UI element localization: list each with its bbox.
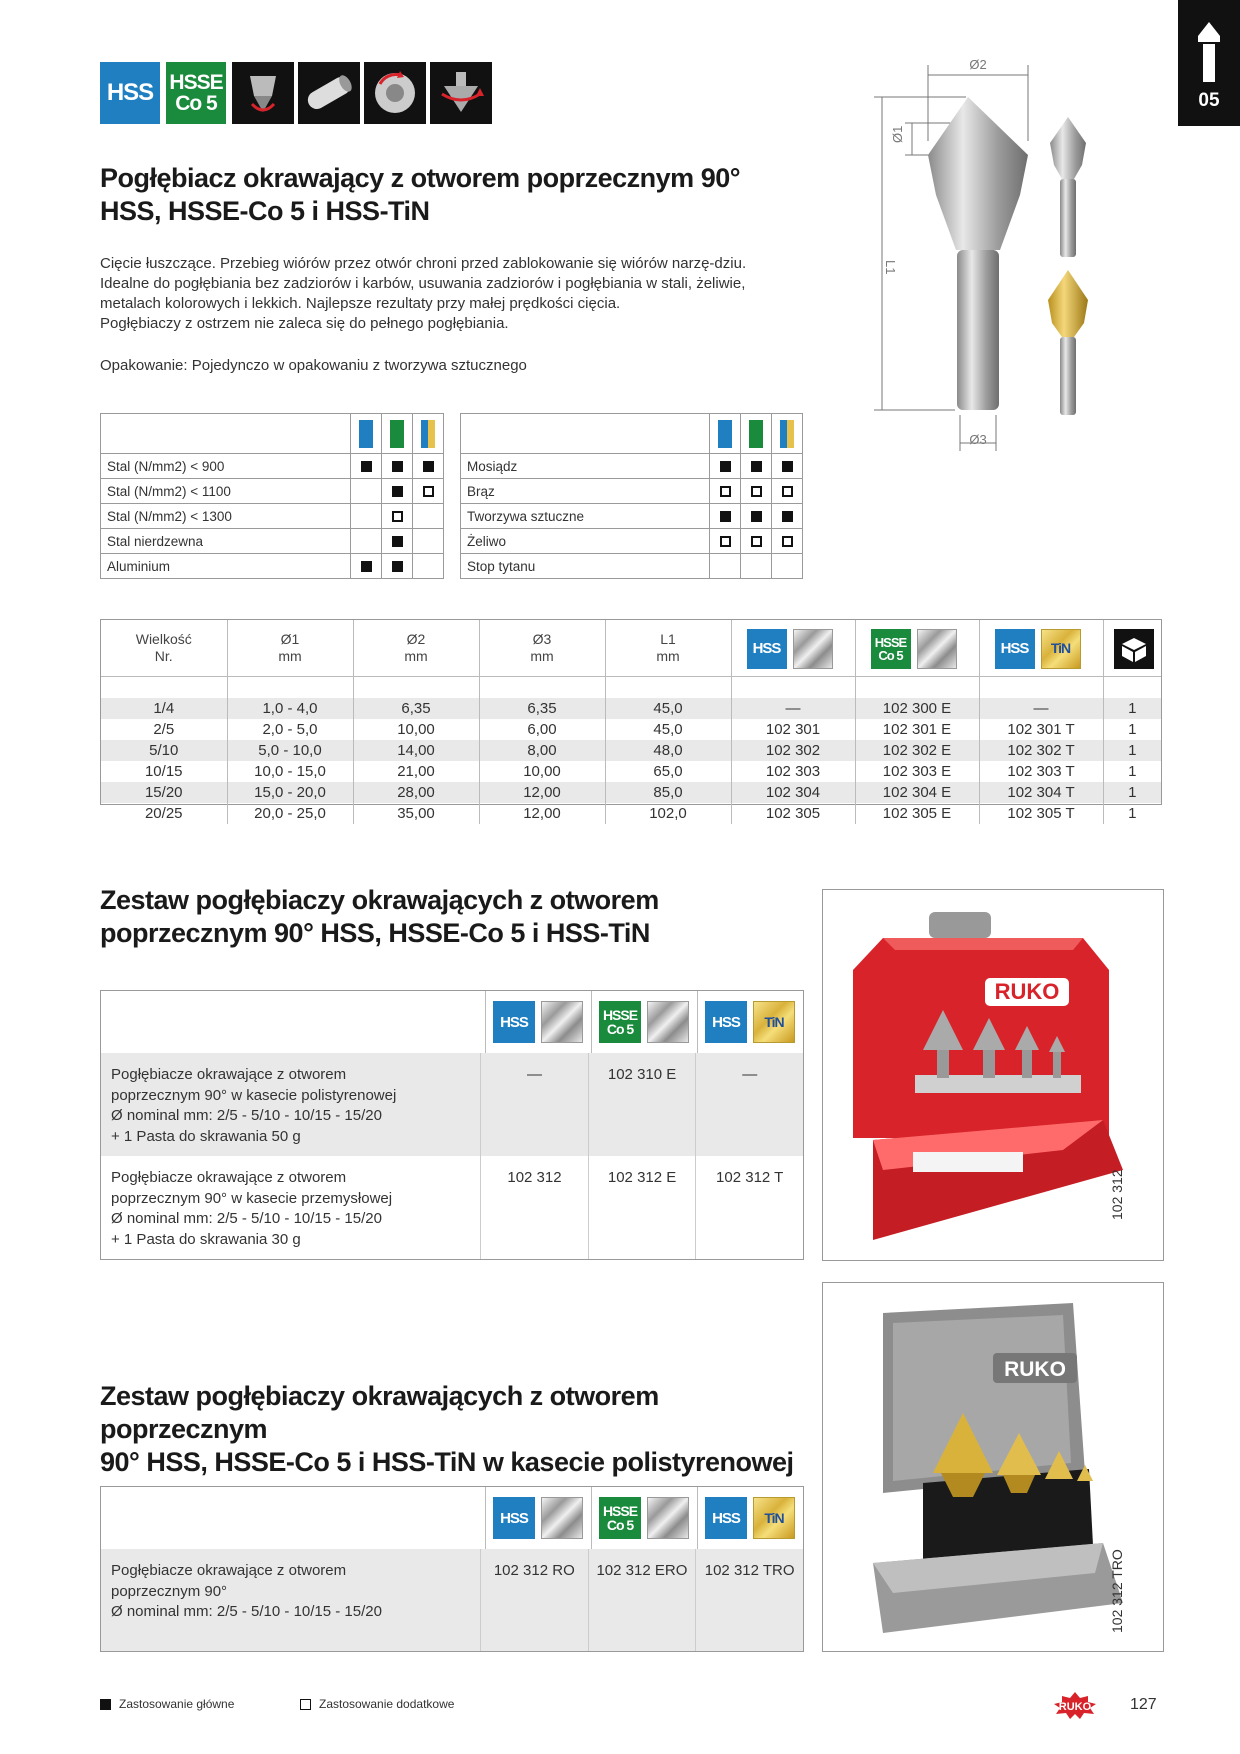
set1-image-caption: 102 312 [1109,1169,1125,1220]
hsse-co5-badge: HSSE Co 5 [599,1497,641,1539]
description-line: Cięcie łuszczące. Przebieg wiórów przez otwór chroni przed zablokowanie się wiórów narzę-dziu. [100,255,747,272]
empty-square-icon [782,486,793,497]
material-mark-cell [351,504,382,529]
set2-title-line1: Zestaw pogłębiaczy okrawających z otworem poprzecznym [100,1381,659,1444]
set2-table [100,1486,804,1652]
material-mark-cell [382,529,413,554]
diameter1-label: Ø1 [890,125,905,143]
full-square-icon [392,461,403,472]
material-mark-cell [741,504,772,529]
empty-square-icon [751,536,762,547]
material-header-blank [461,414,710,454]
material-mark-cell [710,504,741,529]
set-article-code: 102 310 E [588,1053,696,1156]
spec-cell: 10,0 - 15,0 [227,761,353,782]
set1-title-line1: Zestaw pogłębiaczy okrawających z otworem [100,885,659,915]
spec-cell: 6,35 [479,698,605,719]
spec-cell: 45,0 [605,698,731,719]
set-description-line: Pogłębiacze okrawające z otworem [111,1066,347,1083]
rotation-cone-icon [430,62,492,124]
header-divider [591,1487,592,1549]
full-square-icon [423,461,434,472]
set-description-line: poprzecznym 90° [111,1582,228,1600]
case-brand-label: RUKO [1004,1358,1066,1381]
material-mark-cell [710,554,741,579]
tin-mini-icon [772,414,803,454]
countersink-section-icon [1194,20,1224,82]
material-row [101,479,444,504]
page-number: 127 [1130,1696,1157,1713]
col-l1: L1 mm [605,620,731,676]
material-row [461,454,803,479]
material-row [101,529,444,554]
material-mark-cell [413,479,444,504]
material-mark-cell [772,479,803,504]
spec-row [101,698,1161,719]
set-row [101,1549,803,1651]
legend-extra-label: Zastosowanie dodatkowe [319,1697,455,1711]
material-mark-cell [741,479,772,504]
material-mark-cell [382,479,413,504]
material-row [461,554,803,579]
spec-cell: 1 [1103,719,1161,740]
tin-badge: TiN [1041,629,1081,669]
spec-cell: 102 301 [731,719,855,740]
spec-cell: 48,0 [605,740,731,761]
material-table-right [460,413,803,579]
spec-cell: 102 302 [731,740,855,761]
spec-cell: 102 302 E [855,740,979,761]
set1-product-photo [822,889,1164,1261]
set-description-line: poprzecznym 90° w kasecie polistyrenowej [111,1086,397,1104]
set-description-line: + 1 Pasta do skrawania 50 g [111,1127,301,1145]
hsse-mini-icon [741,414,772,454]
spec-cell: 12,00 [479,803,605,824]
material-name: Stal (N/mm2) < 1100 [101,479,351,504]
material-mark-cell [351,554,382,579]
hss-badge: HSS [493,1001,535,1043]
col-size: Wielkość Nr. [135,630,192,664]
set-article-code: 102 312 ERO [588,1549,696,1651]
set1-title-line2: poprzecznym 90° HSS, HSSE-Co 5 i HSS-TiN [100,918,650,948]
spec-cell: 2,0 - 5,0 [227,719,353,740]
spec-cell: 28,00 [353,782,479,803]
tin-badge: TiN [753,1497,795,1539]
material-name: Stal nierdzewna [101,529,351,554]
material-mark-cell [351,529,382,554]
spec-cell: 102 302 T [979,740,1103,761]
full-square-icon [100,1699,111,1710]
set-description [101,1156,481,1259]
header-divider [485,991,486,1053]
legend-extra [300,1697,454,1711]
empty-square-icon [392,511,403,522]
set2-product-photo [822,1282,1164,1652]
full-square-icon [392,486,403,497]
spec-table-body [101,676,1161,824]
full-square-icon [361,561,372,572]
set-article-code: 102 312 T [696,1156,803,1259]
full-square-icon [720,461,731,472]
col-d2: Ø2 mm [353,620,479,676]
spec-cell: 102 304 [731,782,855,803]
spec-cell: 102 303 [731,761,855,782]
set1-title [100,884,800,950]
diameter3-label: Ø3 [969,432,987,447]
hsse-co5-badge: HSSE Co 5 [871,629,911,669]
hss-mini-icon [351,414,382,454]
material-mark-cell [772,554,803,579]
ruko-logo [1044,1690,1106,1720]
material-mark-cell [710,454,741,479]
length-label: L1 [883,260,898,275]
material-mark-cell [351,454,382,479]
set-description [101,1053,481,1156]
spec-cell: 15,0 - 20,0 [227,782,353,803]
spec-cell: 85,0 [605,782,731,803]
cross-hole-icon [364,62,426,124]
set1-header [101,991,803,1054]
spec-cell: 102 303 E [855,761,979,782]
section-number: 05 [1198,90,1220,111]
co5-label: Co 5 [175,92,217,115]
header-divider [697,991,698,1053]
legend-main-label: Zastosowanie główne [119,1697,235,1711]
spec-cell: 102 304 E [855,782,979,803]
material-mark-cell [710,479,741,504]
material-mark-cell [741,529,772,554]
material-name: Stop tytanu [461,554,710,579]
material-mark-cell [382,554,413,579]
spec-table [101,620,1161,824]
steel-finish-swatch [541,1497,583,1539]
col-d1: Ø1 mm [227,620,353,676]
full-square-icon [720,511,731,522]
product-title-line1: Pogłębiacz okrawający z otworem poprzecznym 90° [100,163,741,193]
material-mark-cell [413,504,444,529]
spec-row [101,740,1161,761]
spec-cell: 1 [1103,698,1161,719]
description-line: Idealne do pogłębiania bez zadziorów i karbów, usuwania zadziorów i pogłębiania w stali, żeliwie, [100,275,746,292]
spec-cell: 10,00 [479,761,605,782]
material-name: Stal (N/mm2) < 1300 [101,504,351,529]
set-description-line: Pogłębiacze okrawające z otworem [111,1169,347,1186]
material-row [461,529,803,554]
spec-cell: 21,00 [353,761,479,782]
material-row [461,504,803,529]
hss-badge: HSS [100,62,160,124]
empty-square-icon [751,486,762,497]
material-mark-cell [741,554,772,579]
set2-rows [101,1549,803,1651]
material-mark-cell [413,529,444,554]
set2-header [101,1487,803,1550]
empty-square-icon [720,486,731,497]
diameter2-label: Ø2 [969,57,987,72]
spec-row [101,761,1161,782]
steel-finish-swatch [793,629,833,669]
steel-finish-swatch [541,1001,583,1043]
spec-row [101,782,1161,803]
spec-cell: 12,00 [479,782,605,803]
empty-square-icon [300,1699,311,1710]
spec-cell: 102 301 E [855,719,979,740]
spec-cell: 102 305 [731,803,855,824]
material-mark-cell [413,554,444,579]
set1-rows [101,1053,803,1259]
package-box-icon [1114,629,1154,669]
ruko-logo-text: RUKO [1058,1701,1092,1713]
spec-cell: 10/15 [144,762,183,780]
col-d3: Ø3 mm [479,620,605,676]
set-description-line: Ø nominal mm: 2/5 - 5/10 - 10/15 - 15/20 [111,1603,382,1620]
spec-row [101,719,1161,740]
hsse-co5-badge: HSSE Co 5 [599,1001,641,1043]
product-description [100,254,820,334]
full-square-icon [782,461,793,472]
header-divider [697,1487,698,1549]
material-mark-cell [772,529,803,554]
description-line: metalach kolorowych i lekkich. Najlepsze rezultaty przy małej prędkości cięcia. [100,295,621,312]
spec-cell: 102 303 T [979,761,1103,782]
set-article-code: — [481,1053,589,1156]
spec-row [101,803,1161,824]
hss-badge: HSS [747,629,787,669]
material-mark-cell [772,454,803,479]
spec-cell: 1/4 [101,698,227,719]
spec-cell: 2/5 [153,720,175,738]
spec-cell: 102 305 T [979,803,1103,824]
set-description-line: + 1 Pasta do skrawania 30 g [111,1230,301,1248]
col-tin [979,620,1103,676]
spec-cell: 102 300 E [855,698,979,719]
material-mark-cell [710,529,741,554]
legend-main [100,1697,234,1711]
col-hss [731,620,855,676]
spec-cell: 1 [1103,803,1161,824]
steel-finish-swatch [647,1001,689,1043]
spec-cell: 102,0 [605,803,731,824]
set2-title [100,1380,820,1479]
hss-mini-icon [710,414,741,454]
hss-badge: HSS [493,1497,535,1539]
spec-cell: 1,0 - 4,0 [227,698,353,719]
full-square-icon [392,561,403,572]
set-article-code: 102 312 TRO [696,1549,803,1651]
material-mark-cell [382,454,413,479]
material-mark-cell [772,504,803,529]
full-square-icon [751,511,762,522]
set-description-line: Pogłębiacze okrawające z otworem [111,1562,347,1579]
set1-table [100,990,804,1260]
product-title [100,162,820,228]
countersink-tip-icon [232,62,294,124]
full-square-icon [361,461,372,472]
hsse-co5-badge [166,62,226,124]
countersink-dimension-drawing [860,55,1130,465]
material-row [101,554,444,579]
material-mark-cell [413,454,444,479]
empty-square-icon [720,536,731,547]
hss-badge: HSS [705,1001,747,1043]
hss-badge: HSS [705,1497,747,1539]
tin-mini-icon [413,414,444,454]
set-article-code: 102 312 [481,1156,589,1259]
tin-badge: TiN [753,1001,795,1043]
spec-cell: 5/10 [101,740,227,761]
spec-cell: 1 [1103,740,1161,761]
set-description-line: Ø nominal mm: 2/5 - 5/10 - 10/15 - 15/20 [111,1210,382,1227]
section-tab [1178,0,1240,126]
material-table-left [100,413,444,579]
spec-cell: 102 301 T [979,719,1103,740]
material-name: Aluminium [101,554,351,579]
material-name: Żeliwo [461,529,710,554]
material-row [101,504,444,529]
spec-cell: 65,0 [605,761,731,782]
header-divider [485,1487,486,1549]
material-mark-cell [382,504,413,529]
material-row [461,479,803,504]
col-hsse [855,620,979,676]
material-mark-cell [351,479,382,504]
spec-cell: — [731,698,855,719]
cylindrical-shank-icon [298,62,360,124]
spec-cell: 20/25 [144,804,183,822]
material-mark-cell [741,454,772,479]
spec-cell: 15/20 [101,782,227,803]
spec-cell: 14,00 [353,740,479,761]
steel-finish-swatch [647,1497,689,1539]
product-title-line2: HSS, HSSE-Co 5 i HSS-TiN [100,196,430,226]
set-description-line: Ø nominal mm: 2/5 - 5/10 - 10/15 - 15/20 [111,1107,382,1124]
hsse-label: HSSE [169,71,223,94]
material-header-blank [101,414,351,454]
spec-cell: 6,35 [353,698,479,719]
set-article-code: 102 312 RO [481,1549,589,1651]
description-line: Pogłębiaczy z ostrzem nie zaleca się do pełnego pogłębiania. [100,315,509,332]
spec-cell: 102 304 T [979,782,1103,803]
material-rows-left [101,454,444,579]
material-name: Stal (N/mm2) < 900 [101,454,351,479]
hsse-mini-icon [382,414,413,454]
packaging-note: Opakowanie: Pojedynczo w opakowaniu z tworzywa sztucznego [100,357,527,374]
hss-badge: HSS [995,629,1035,669]
spec-cell: 20,0 - 25,0 [227,803,353,824]
set-article-code: 102 312 E [588,1156,696,1259]
material-name: Brąz [461,479,710,504]
empty-square-icon [782,536,793,547]
spec-cell: 6,00 [479,719,605,740]
set-description [101,1549,481,1651]
set2-image-caption: 102 312 TRO [1109,1549,1125,1633]
material-rows-right [461,454,803,579]
material-name: Mosiądz [461,454,710,479]
steel-finish-swatch [917,629,957,669]
material-row [101,454,444,479]
spec-cell: 1 [1103,761,1161,782]
case-brand-label: RUKO [994,979,1060,1004]
full-square-icon [782,511,793,522]
full-square-icon [751,461,762,472]
set2-title-line2: 90° HSS, HSSE-Co 5 i HSS-TiN w kasecie polistyrenowej [100,1447,794,1477]
set-description-line: poprzecznym 90° w kasecie przemysłowej [111,1189,393,1207]
col-pack [1103,620,1161,676]
spec-cell: 1 [1103,782,1161,803]
material-name: Tworzywa sztuczne [461,504,710,529]
header-divider [591,991,592,1053]
set-row [101,1053,803,1156]
spec-cell: 8,00 [479,740,605,761]
set-article-code: — [696,1053,803,1156]
set-row [101,1156,803,1259]
empty-square-icon [423,486,434,497]
spec-cell: 102 305 E [855,803,979,824]
spec-cell: 35,00 [353,803,479,824]
spec-cell: 5,0 - 10,0 [227,740,353,761]
spec-cell: 45,0 [605,719,731,740]
full-square-icon [392,536,403,547]
spec-cell: — [979,698,1103,719]
spec-cell: 10,00 [353,719,479,740]
